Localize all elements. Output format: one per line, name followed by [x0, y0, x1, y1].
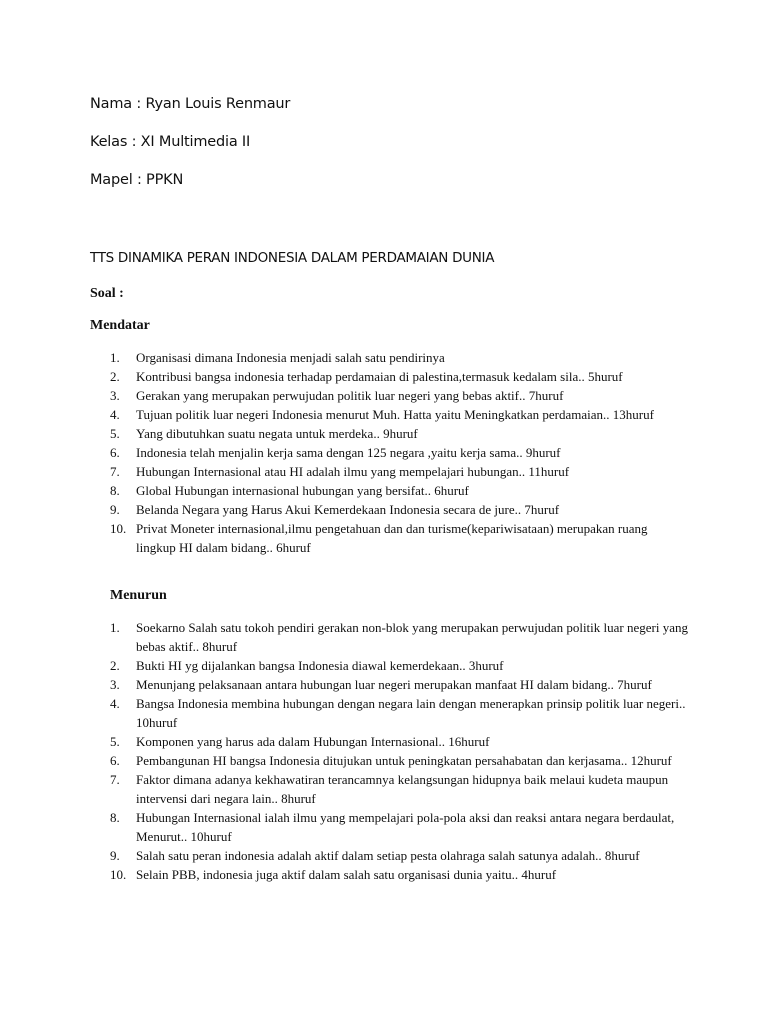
- item-number: 1.: [110, 620, 120, 635]
- item-text: Hubungan Internasional atau HI adalah ilmu yang mempelajari hubungan.. 11huruf: [136, 464, 570, 479]
- list-item: [110, 618, 690, 656]
- list-item: [110, 770, 690, 808]
- item-number: 9.: [110, 502, 120, 517]
- item-text: Belanda Negara yang Harus Akui Kemerdekaan Indonesia secara de jure.. 7huruf: [136, 502, 560, 517]
- item-number: 2.: [110, 658, 120, 673]
- item-number: 8.: [110, 483, 120, 498]
- item-text: Yang dibutuhkan suatu negata untuk merdeka.. 9huruf: [136, 426, 418, 441]
- item-text: Indonesia telah menjalin kerja sama dengan 125 negara ,yaitu kerja sama.. 9huruf: [136, 445, 561, 460]
- list-item: [110, 443, 690, 462]
- item-number: 4.: [110, 407, 120, 422]
- item-number: 7.: [110, 772, 120, 787]
- list-item: [110, 865, 690, 884]
- list-item: [110, 405, 690, 424]
- item-text: Menunjang pelaksanaan antara hubungan luar negeri merupakan manfaat HI dalam bidang.. 7huruf: [136, 677, 652, 692]
- list-item: [110, 500, 690, 519]
- item-text: Organisasi dimana Indonesia menjadi salah satu pendirinya: [136, 350, 445, 365]
- student-class: Kelas : XI Multimedia II: [90, 134, 251, 150]
- list-item: [110, 694, 690, 732]
- list-item: [110, 386, 690, 405]
- list-item: [110, 808, 690, 846]
- item-number: 2.: [110, 369, 120, 384]
- item-text: Tujuan politik luar negeri Indonesia menurut Muh. Hatta yaitu Meningkatkan perdamaian.. 13huruf: [136, 407, 654, 422]
- list-item: [110, 424, 690, 443]
- soal-label: Soal :: [90, 286, 124, 301]
- item-text: Kontribusi bangsa indonesia terhadap perdamaian di palestina,termasuk kedalam sila.. 5huruf: [136, 369, 623, 384]
- item-number: 10.: [110, 521, 127, 536]
- item-text: Faktor dimana adanya kekhawatiran terancamnya kelangsungan hidupnya baik melaui kudeta maupun intervensi dari negara lain.. 8huruf: [136, 772, 669, 806]
- item-text: Global Hubungan internasional hubungan yang bersifat.. 6huruf: [136, 483, 469, 498]
- item-number: 7.: [110, 464, 120, 479]
- mendatar-list: [110, 348, 690, 557]
- item-text: Selain PBB, indonesia juga aktif dalam salah satu organisasi dunia yaitu.. 4huruf: [136, 867, 557, 882]
- list-item: [110, 348, 690, 367]
- item-number: 3.: [110, 677, 120, 692]
- item-number: 5.: [110, 426, 120, 441]
- mendatar-heading: Mendatar: [90, 318, 150, 333]
- list-item: [110, 656, 690, 675]
- item-text: Gerakan yang merupakan perwujudan politik luar negeri yang bebas aktif.. 7huruf: [136, 388, 564, 403]
- subject: Mapel : PPKN: [90, 172, 184, 188]
- item-number: 6.: [110, 753, 120, 768]
- menurun-list: [110, 618, 690, 884]
- item-text: Bangsa Indonesia membina hubungan dengan negara lain dengan menerapkan prinsip politik luar negeri.. 10huruf: [136, 696, 686, 730]
- list-item: [110, 675, 690, 694]
- item-text: Bukti HI yg dijalankan bangsa Indonesia diawal kemerdekaan.. 3huruf: [136, 658, 504, 673]
- item-number: 5.: [110, 734, 120, 749]
- list-item: [110, 732, 690, 751]
- item-text: Salah satu peran indonesia adalah aktif dalam setiap pesta olahraga salah satunya adalah.. 8huruf: [136, 848, 640, 863]
- list-item: [110, 846, 690, 865]
- list-item: [110, 519, 690, 557]
- item-number: 10.: [110, 867, 127, 882]
- item-number: 9.: [110, 848, 120, 863]
- list-item: [110, 751, 690, 770]
- document-title: TTS DINAMIKA PERAN INDONESIA DALAM PERDAMAIAN DUNIA: [90, 250, 495, 266]
- item-text: Komponen yang harus ada dalam Hubungan Internasional.. 16huruf: [136, 734, 490, 749]
- list-item: [110, 462, 690, 481]
- item-number: 4.: [110, 696, 120, 711]
- student-name: Nama : Ryan Louis Renmaur: [90, 96, 291, 112]
- item-number: 6.: [110, 445, 120, 460]
- item-number: 3.: [110, 388, 120, 403]
- list-item: [110, 367, 690, 386]
- item-number: 8.: [110, 810, 120, 825]
- item-text: Pembangunan HI bangsa Indonesia ditujukan untuk peningkatan persahabatan dan kerjasama.. 12huruf: [136, 753, 672, 768]
- item-number: 1.: [110, 350, 120, 365]
- item-text: Privat Moneter internasional,ilmu pengetahuan dan dan turisme(kepariwisataan) merupakan ruang lingkup HI dalam bidang.. 6huruf: [136, 521, 648, 555]
- item-text: Soekarno Salah satu tokoh pendiri gerakan non-blok yang merupakan perwujudan politik luar negeri yang bebas aktif.. 8huruf: [136, 620, 688, 654]
- list-item: [110, 481, 690, 500]
- menurun-heading: Menurun: [110, 588, 167, 603]
- item-text: Hubungan Internasional ialah ilmu yang mempelajari pola-pola aksi dan reaksi antara negara berdaulat, Menurut.. 10huruf: [136, 810, 675, 844]
